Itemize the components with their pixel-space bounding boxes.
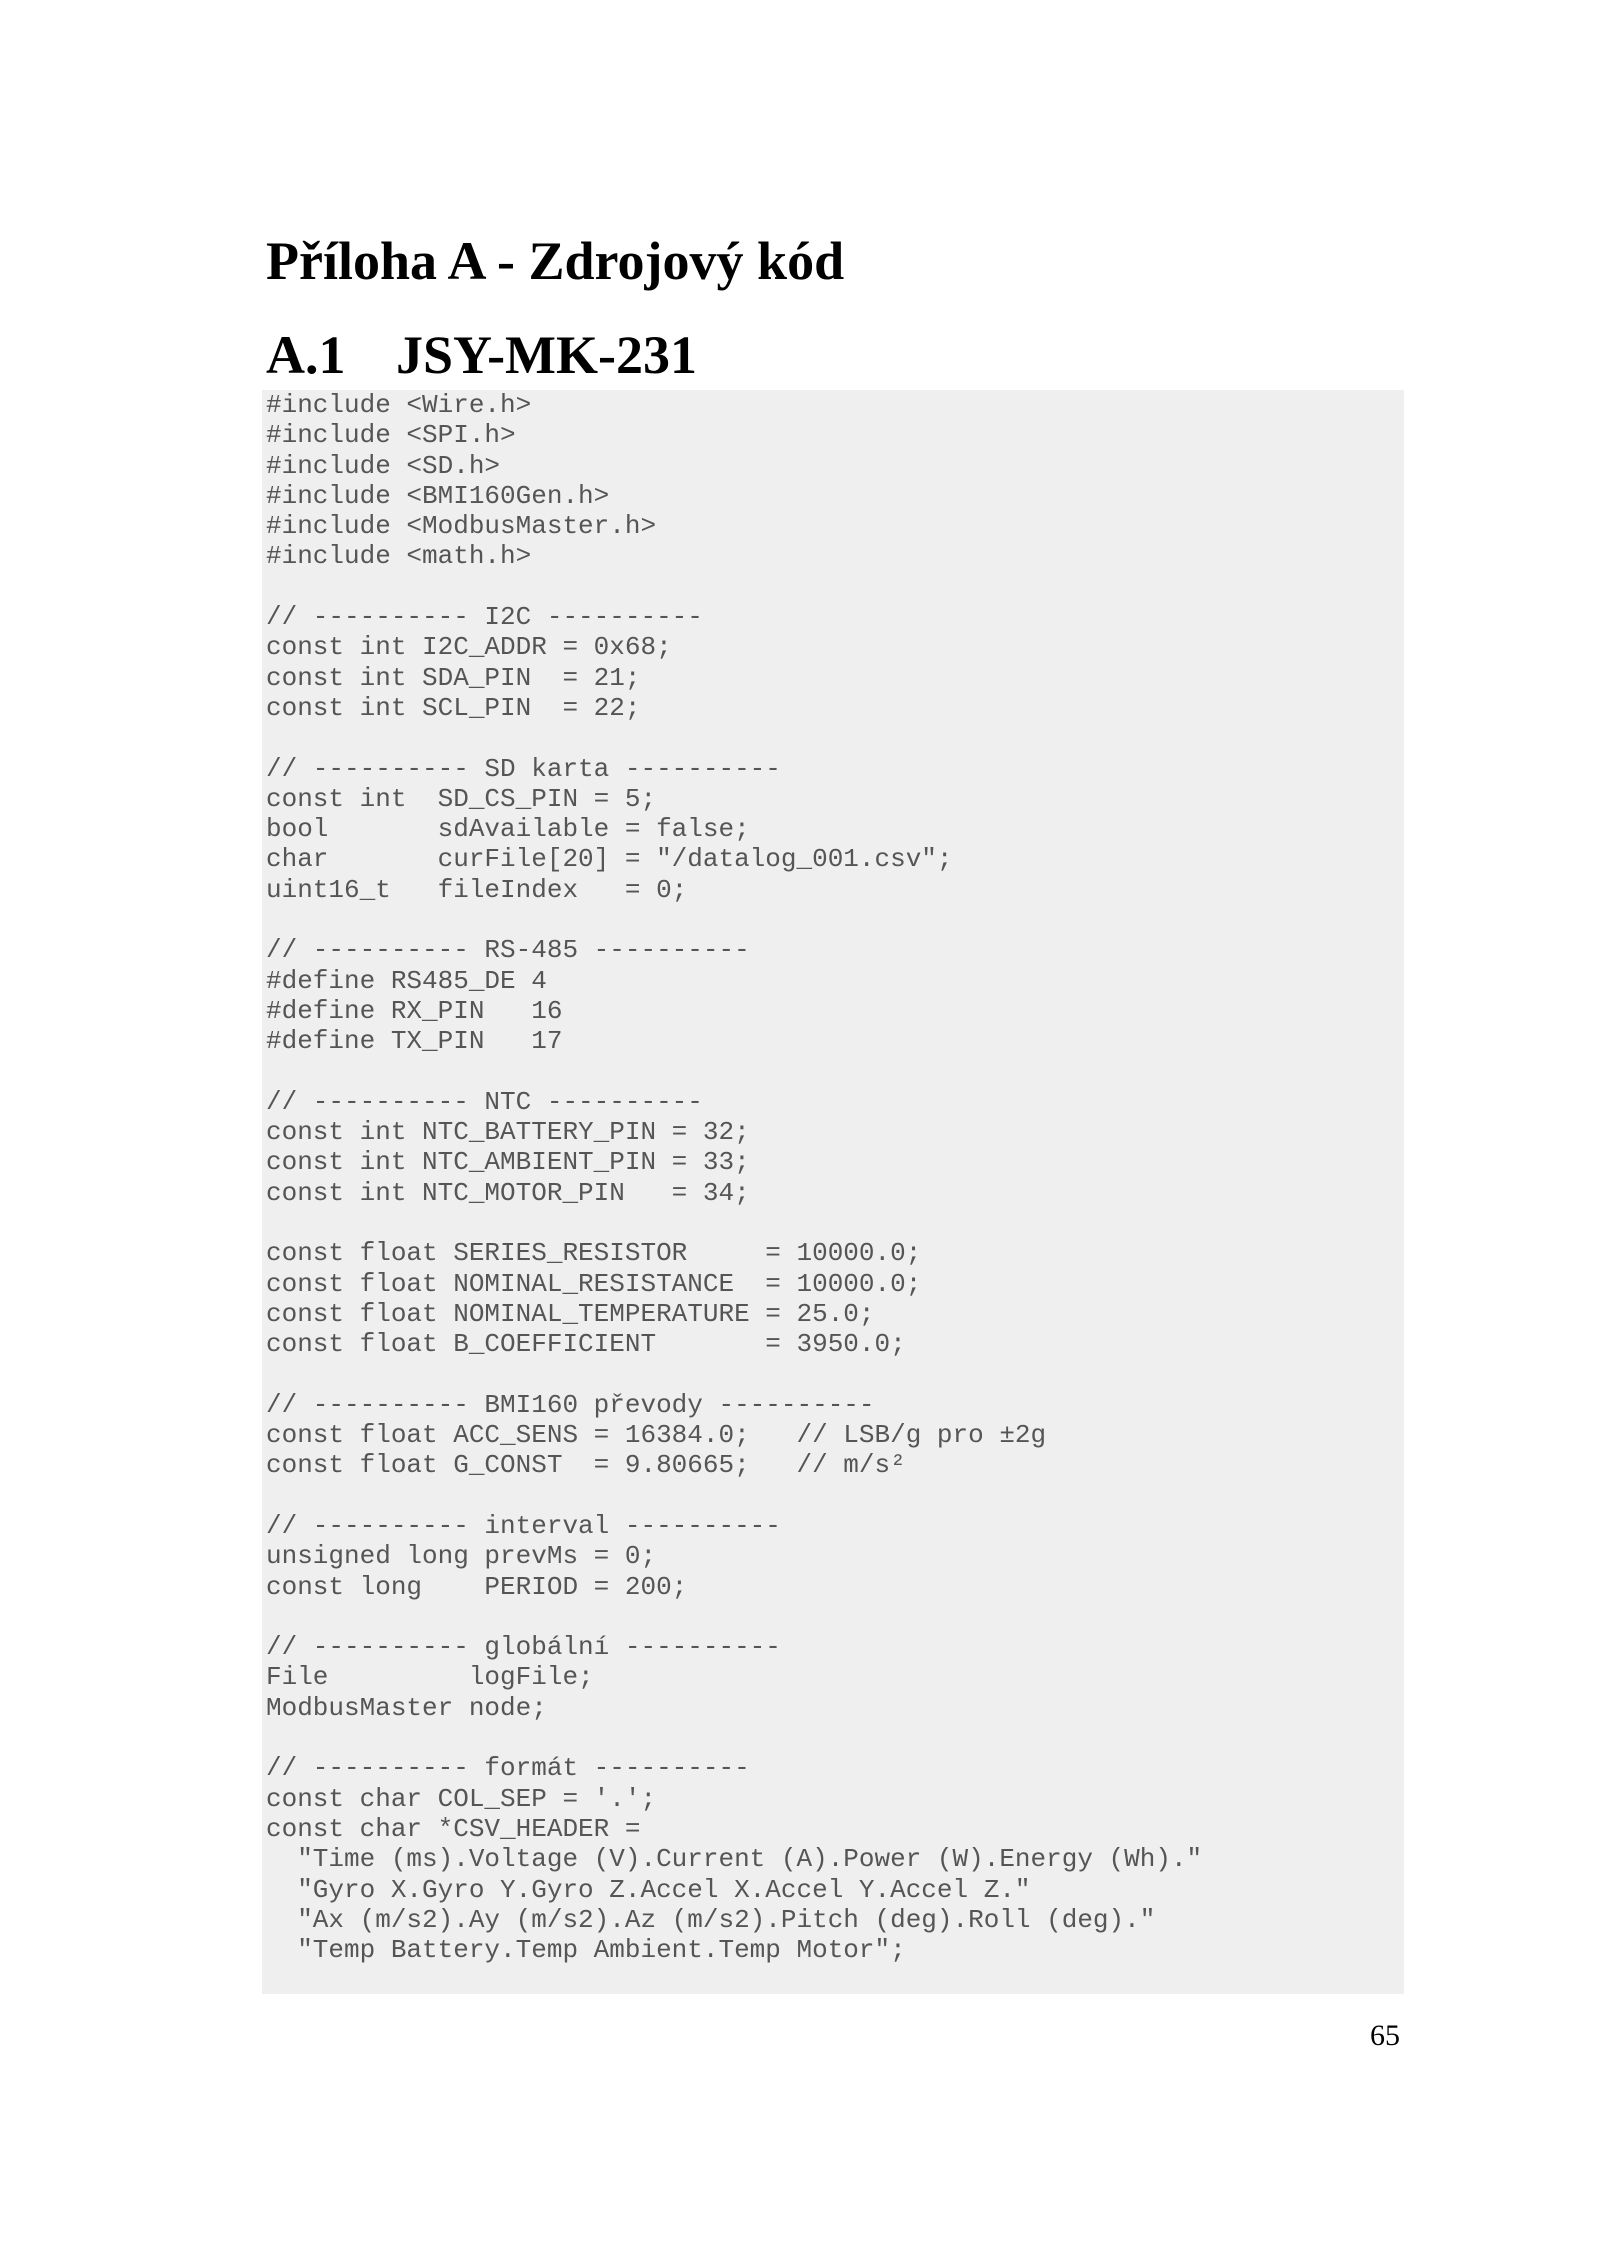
code-line: #define RX_PIN 16 xyxy=(266,995,563,1026)
code-line: // ---------- RS-485 ---------- xyxy=(266,935,750,966)
code-line xyxy=(266,905,1404,935)
code-block xyxy=(266,390,1404,1965)
code-line: "Ax (m/s2).Ay (m/s2).Az (m/s2).Pitch (deg).Roll (deg)." xyxy=(266,1904,1156,1935)
section-number: A.1 xyxy=(266,325,346,385)
code-line: "Time (ms).Voltage (V).Current (A).Power (W).Energy (Wh)." xyxy=(266,1844,1203,1875)
code-line: #include <BMI160Gen.h> xyxy=(266,480,610,511)
code-listing xyxy=(262,390,1404,1994)
code-line: unsigned long prevMs = 0; xyxy=(266,1541,657,1572)
code-line: const char COL_SEP = '.'; xyxy=(266,1783,657,1814)
code-line xyxy=(266,1602,1404,1632)
section-heading xyxy=(266,320,697,390)
code-line: const float B_COEFFICIENT = 3950.0; xyxy=(266,1329,906,1360)
code-line: // ---------- globální ---------- xyxy=(266,1632,781,1663)
page-number: 65 xyxy=(1370,2019,1400,2052)
code-line: File logFile; xyxy=(266,1662,594,1693)
code-line: const int NTC_AMBIENT_PIN = 33; xyxy=(266,1147,750,1178)
code-line: #include <SD.h> xyxy=(266,450,501,481)
code-line: #define TX_PIN 17 xyxy=(266,1026,563,1057)
code-line: "Gyro X.Gyro Y.Gyro Z.Accel X.Accel Y.Accel Z." xyxy=(266,1874,1031,1905)
code-line: char curFile[20] = "/datalog_001.csv"; xyxy=(266,844,953,875)
code-line: const float NOMINAL_RESISTANCE = 10000.0; xyxy=(266,1268,922,1299)
code-line: uint16_t fileIndex = 0; xyxy=(266,874,688,905)
code-line xyxy=(266,1208,1404,1238)
code-line: const int SD_CS_PIN = 5; xyxy=(266,783,657,814)
code-line xyxy=(266,1723,1404,1753)
code-line: #include <ModbusMaster.h> xyxy=(266,511,657,542)
code-line: // ---------- SD karta ---------- xyxy=(266,753,781,784)
code-line: #include <Wire.h> xyxy=(266,390,532,420)
code-line: const int NTC_BATTERY_PIN = 32; xyxy=(266,1117,750,1148)
code-line: #define RS485_DE 4 xyxy=(266,965,547,996)
code-line: const float SERIES_RESISTOR = 10000.0; xyxy=(266,1238,922,1269)
code-line: const char *CSV_HEADER = xyxy=(266,1813,641,1844)
code-line: #include <math.h> xyxy=(266,541,532,572)
code-line: // ---------- BMI160 převody ---------- xyxy=(266,1389,875,1420)
code-line: // ---------- interval ---------- xyxy=(266,1510,781,1541)
code-line: #include <SPI.h> xyxy=(266,420,516,451)
section-title: JSY-MK-231 xyxy=(396,325,698,385)
code-line xyxy=(266,723,1404,753)
chapter-title: Příloha A - Zdrojový kód xyxy=(266,231,845,291)
code-line: const int SDA_PIN = 21; xyxy=(266,662,641,693)
code-line: const float ACC_SENS = 16384.0; // LSB/g pro ±2g xyxy=(266,1420,1047,1451)
code-line: ModbusMaster node; xyxy=(266,1692,547,1723)
code-line: const long PERIOD = 200; xyxy=(266,1571,688,1602)
code-line: // ---------- NTC ---------- xyxy=(266,1086,703,1117)
code-line: const float G_CONST = 9.80665; // m/s² xyxy=(266,1450,906,1481)
code-line: bool sdAvailable = false; xyxy=(266,814,750,845)
code-line: const int NTC_MOTOR_PIN = 34; xyxy=(266,1177,750,1208)
code-line xyxy=(266,1057,1404,1087)
code-line: const int SCL_PIN = 22; xyxy=(266,692,641,723)
code-line: // ---------- formát ---------- xyxy=(266,1753,750,1784)
code-line: const float NOMINAL_TEMPERATURE = 25.0; xyxy=(266,1298,875,1329)
code-line: "Temp Battery.Temp Ambient.Temp Motor"; xyxy=(266,1935,906,1966)
code-line: const int I2C_ADDR = 0x68; xyxy=(266,632,672,663)
code-line: // ---------- I2C ---------- xyxy=(266,602,703,633)
code-line xyxy=(266,572,1404,602)
code-line xyxy=(266,1481,1404,1511)
code-line xyxy=(266,1360,1404,1390)
